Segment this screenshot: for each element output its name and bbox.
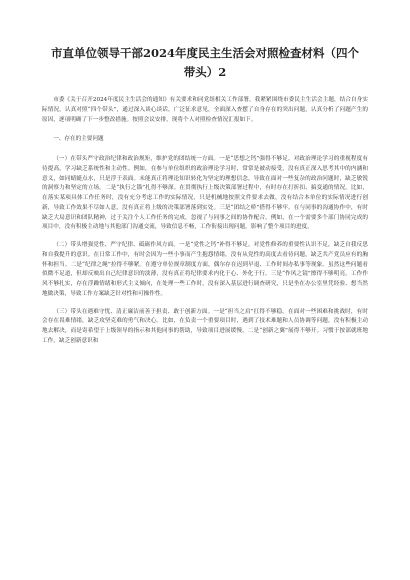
document-title: 市直单位领导干部2024年度民主生活会对照检查材料（四个带头）2: [50, 46, 359, 79]
intro-paragraph: 市委《关于召开2024年度民主生活会的通知》有关要求和同党组相关工作部署，我紧紧围绕市委民主生活会主题，结合自身实际情况，认真对照“四个带头”，通过深入谈心谈话，广泛征求意见，全面深入查摆了自身存在的突出问题，认真分析了问题产生的原因，逐项明确了下一步整改措施。按照会议安排，现将个人对照检查情况汇报如下。: [42, 97, 368, 123]
body-paragraph-2: （二）带头增强党性、严守纪律、砥砺作风方面。一是“党性之钙”补得不够足。对党性修养的重要性认识不足，缺乏自我反思和自我提升的意识。在日常工作中，有时会因为一些小事而产生抱怨情绪，没有从党性的高度去看待问题，缺乏共产党员应有的胸怀和担当。二是“纪律之绳”拉得不够紧。在遵守单位规章制度方面，偶尔存在迟到早退、工作时间办私事等现象。虽然这些问题看似微不足道，但却反映出自己纪律意识的淡薄，没有真正将纪律要求内化于心、外化于行。三是“作风之镜”擦得不够明亮。工作作风不够扎实，存在浮躁情绪和形式主义倾向，在处理一些工作时，没有深入基层进行调查研究，只是坐在办公室里凭经验、想当然地做决策，导致工作方案缺乏针对性和可操作性。: [42, 242, 368, 297]
paragraph-gap: [42, 233, 368, 241]
paragraph-gap: [42, 300, 368, 308]
body-paragraph-1: （一）在带头严守政治纪律和政治规矩，维护党的团结统一方面。一是“思想之钙”强得不够足。对政治理论学习的重视程度有待提高，学习缺乏系统性和主动性。例如，在参与单位组织的政治理论学习时，常常是被动接受，没有真正深入思考其中的内涵和意义，如同蜻蜓点水，只是浮于表面。未能真正将理论知识转化为坚定的理想信念，导致在面对一些复杂的政治问题时，缺乏敏锐的洞察力和坚定的立场。二是“执行之锚”扎得不够深。在贯彻执行上级决策部署过程中，有时存在打折扣、搞变通的情况。比如，在落实某项具体工作任务时，没有充分考虑工作的实际情况，只是机械地按照文件要求去做，没有结合本单位的实际情况进行创新，导致工作效果不尽如人意，没有真正将上级的决策部署落到实处。三是“团结之桥”搭得不够牢。在与同事的沟通协作中，有时缺乏大局意识和团队精神，过于关注个人工作任务的完成，忽视了与同事之间的协作配合。例如，在一个需要多个部门协同完成的项目中，没有积极主动地与其他部门沟通交流，导致信息不畅，工作衔接出现问题，影响了整个项目的进度。: [42, 156, 368, 231]
body-paragraph-3: （三）带头在遇难守忧、清正廉洁前善于担责、敢于创新方面。一是“担当之肩”扛得不够稳。在面对一些困难和挑战时，有时会存在畏难情绪，缺乏攻坚克难的勇气和决心。比如，在负责一个重要项目时，遇到了技术难题和人员协调等问题，没有积极主动地去解决，而是寄希望于上级领导的指示和其他同事的帮助，导致项目进展缓慢。二是“创新之翼”展得不够开。习惯于按部就班地工作，缺乏创新意识和: [42, 308, 368, 344]
section-heading: 一、存在的主要问题: [53, 136, 104, 143]
